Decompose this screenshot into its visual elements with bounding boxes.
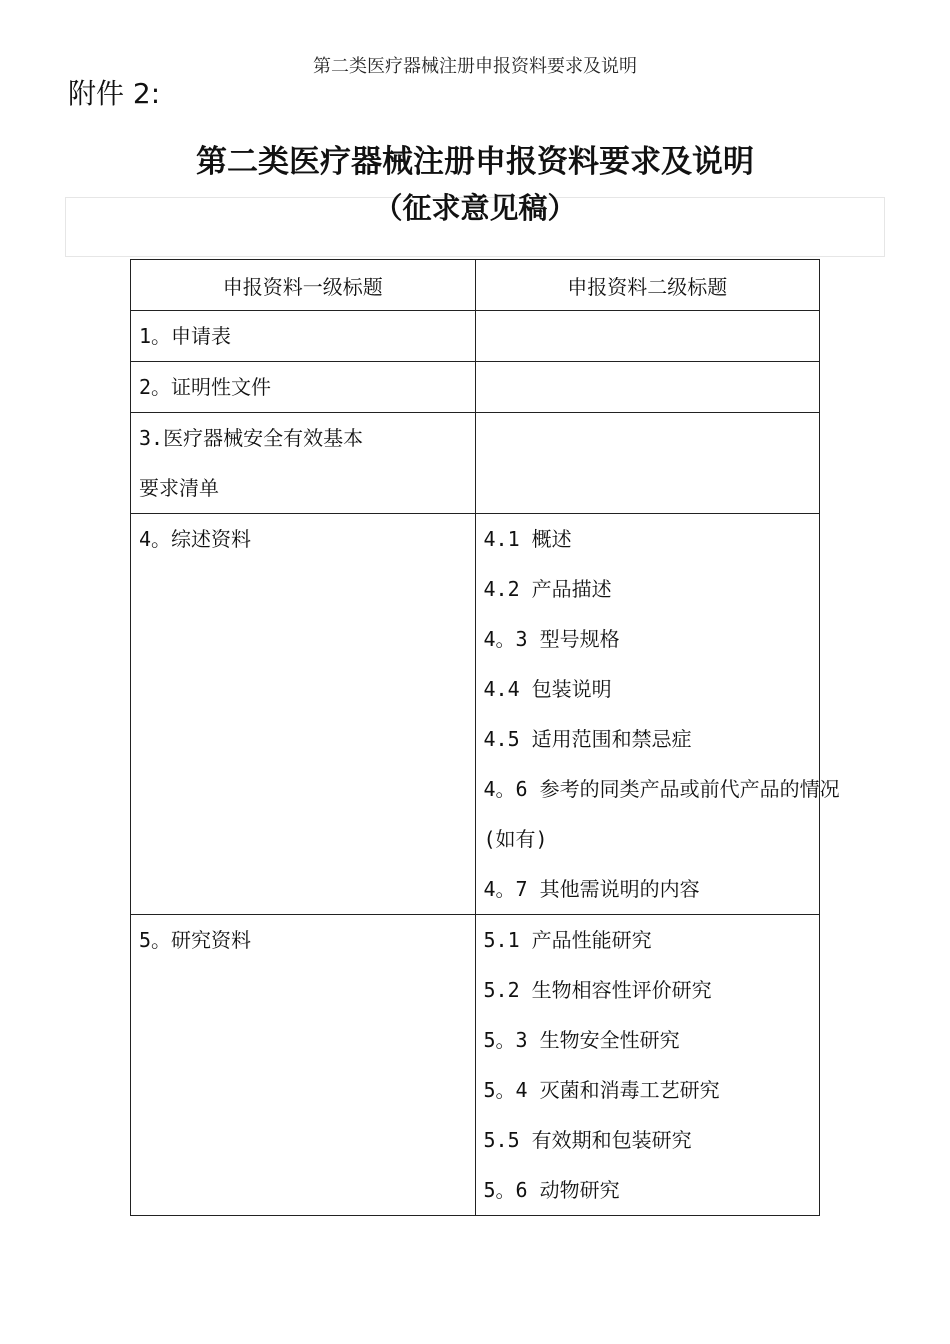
requirements-table (130, 259, 840, 1216)
table-row (131, 311, 820, 362)
primary-item: 3.医疗器械安全有效基本 (139, 426, 364, 450)
secondary-item: 4.5 适用范围和禁忌症 (483, 727, 692, 751)
secondary-item: 4.4 包装说明 (483, 677, 612, 701)
secondary-item: 5。3 生物安全性研究 (483, 1028, 680, 1052)
primary-item: 4。综述资料 (139, 527, 252, 551)
secondary-cell (475, 311, 820, 362)
attachment-label: 附件 2: (68, 77, 161, 110)
secondary-item: 5.1 产品性能研究 (483, 928, 652, 952)
table-row (131, 413, 820, 514)
primary-cell (131, 311, 476, 362)
table-row (131, 514, 820, 915)
secondary-item-continued: (如有) (483, 827, 548, 851)
secondary-item: 4.2 产品描述 (483, 577, 612, 601)
secondary-cell (475, 362, 820, 413)
secondary-item: 5。4 灭菌和消毒工艺研究 (483, 1078, 720, 1102)
secondary-item: 4。7 其他需说明的内容 (483, 877, 700, 901)
primary-cell (131, 362, 476, 413)
secondary-cell (475, 413, 820, 514)
table-header-row (131, 260, 820, 311)
primary-item: 5。研究资料 (139, 928, 252, 952)
secondary-item: 5.2 生物相容性评价研究 (483, 978, 712, 1002)
document-subtitle: （征求意见稿） (373, 191, 577, 225)
secondary-item: 5.5 有效期和包装研究 (483, 1128, 692, 1152)
secondary-item: 5。6 动物研究 (483, 1178, 620, 1202)
document-title: 第二类医疗器械注册申报资料要求及说明 (196, 144, 754, 180)
secondary-cell (475, 915, 820, 1216)
header-secondary-title: 申报资料二级标题 (475, 260, 820, 311)
primary-cell (131, 514, 476, 915)
primary-item-continued: 要求清单 (139, 476, 219, 500)
primary-item: 2。证明性文件 (139, 375, 272, 399)
primary-cell (131, 413, 476, 514)
secondary-item: 4.1 概述 (483, 527, 572, 551)
secondary-item: 4。6 参考的同类产品或前代产品的情况 (483, 777, 840, 801)
running-header: 第二类医疗器械注册申报资料要求及说明 (313, 56, 637, 77)
table-row (131, 362, 820, 413)
secondary-item: 4。3 型号规格 (483, 627, 620, 651)
primary-cell (131, 915, 476, 1216)
primary-item: 1。申请表 (139, 324, 232, 348)
table-row (131, 915, 820, 1216)
secondary-cell (475, 514, 840, 915)
header-primary-title: 申报资料一级标题 (131, 260, 476, 311)
